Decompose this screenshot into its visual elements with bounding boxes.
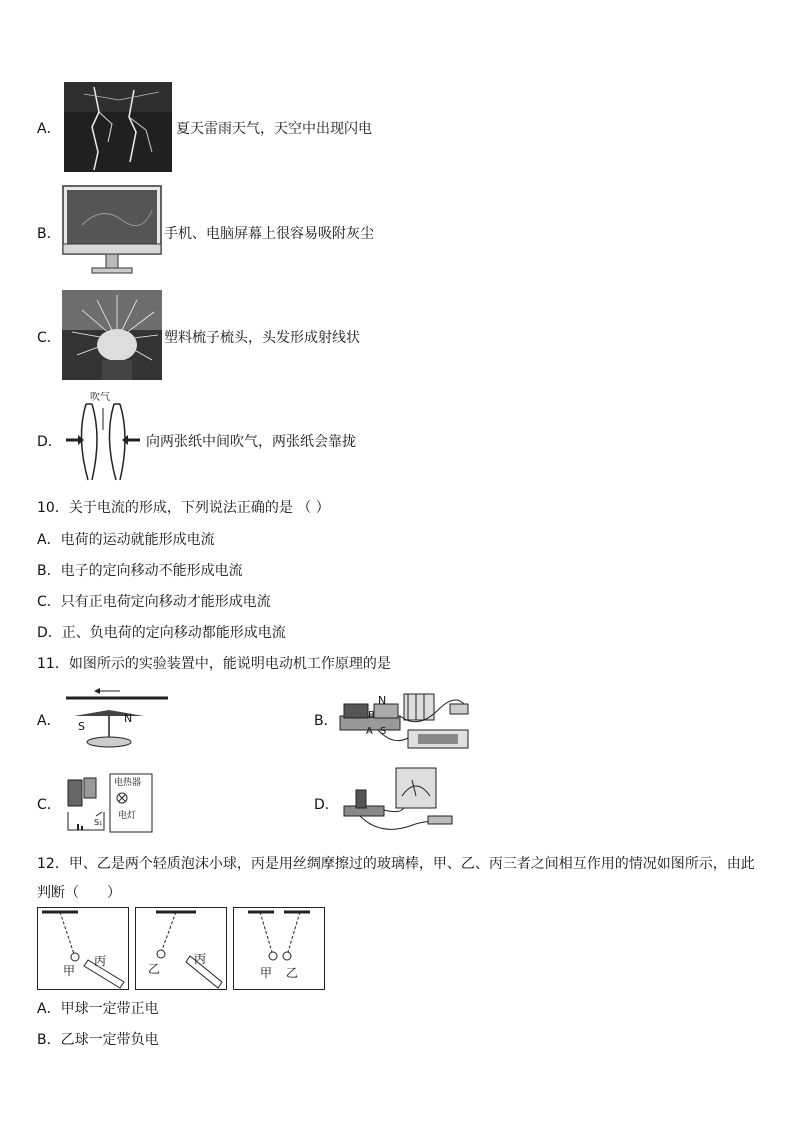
panel3-ball1-label: 甲 — [260, 966, 273, 980]
static-hair-photo — [62, 290, 162, 380]
q9-option-b-letter: B． — [37, 226, 61, 242]
panel3-ball2-label: 乙 — [286, 966, 299, 980]
q11-option-a-letter: A． — [37, 713, 61, 729]
compass-n-label: N — [124, 712, 133, 725]
rod-a-label: A — [366, 726, 373, 737]
q12-stem-line1: 12．甲、乙是两个轻质泡沫小球，丙是用丝绸摩擦过的玻璃棒，甲、乙、丙三者之间相互作用的情况如图所示，由此 — [37, 856, 755, 872]
relay-circuit-figure — [64, 772, 154, 836]
rod-b-label: B — [368, 710, 375, 721]
q12-option-b: B．乙球一定带负电 — [37, 1032, 159, 1048]
q10-option-c: C．只有正电荷定向移动才能形成电流 — [37, 594, 271, 610]
blow-label: 吹气 — [90, 392, 110, 403]
q11-option-c-letter: C． — [37, 797, 61, 813]
lightning-photo — [64, 82, 172, 172]
panel2-ball-label: 乙 — [148, 962, 161, 976]
q10-option-b: B．电子的定向移动不能形成电流 — [37, 563, 243, 579]
q9-option-b-text: 手机、电脑屏幕上很容易吸附灰尘 — [164, 226, 374, 242]
q11-option-d-letter: D． — [314, 797, 339, 813]
panel2-rod-label: 丙 — [194, 952, 207, 966]
panel1-rod-label: 丙 — [94, 954, 107, 968]
computer-monitor-figure — [62, 185, 162, 277]
q12-option-a: A．甲球一定带正电 — [37, 1001, 159, 1017]
compass-wire-figure — [64, 688, 170, 750]
q9-option-d-text: 向两张纸中间吹气，两张纸会靠拢 — [146, 434, 356, 450]
magnet-n-label: N — [378, 694, 387, 707]
interaction-panel-1 — [37, 907, 129, 990]
blow-paper-figure — [62, 392, 144, 484]
heater-label: 电热器 — [114, 778, 142, 788]
interaction-panel-3 — [233, 907, 325, 990]
q9-option-a-text: 夏天雷雨天气，天空中出现闪电 — [176, 121, 372, 137]
q11-stem: 11．如图所示的实验装置中，能说明电动机工作原理的是 — [37, 656, 391, 672]
q10-stem: 10．关于电流的形成，下列说法正确的是 （ ） — [37, 500, 330, 516]
q9-option-a-letter: A． — [37, 121, 61, 137]
q11-option-b-letter: B． — [314, 713, 338, 729]
compass-s-label: S — [78, 720, 85, 733]
switch-label: S₁ — [94, 818, 103, 827]
q9-option-c-letter: C． — [37, 330, 61, 346]
q10-option-d: D．正、负电荷的定向移动都能形成电流 — [37, 625, 286, 641]
generator-setup-figure — [338, 686, 474, 754]
interaction-panel-2 — [135, 907, 227, 990]
q9-option-c-text: 塑料梳子梳头，头发形成射线状 — [164, 330, 360, 346]
panel1-ball-label: 甲 — [63, 964, 76, 978]
lamp-label: 电灯 — [118, 811, 137, 821]
q12-stem-line2: 判断（ ） — [37, 885, 121, 901]
q10-option-a: A．电荷的运动就能形成电流 — [37, 532, 215, 548]
q9-option-d-letter: D． — [37, 434, 62, 450]
magnet-s-label: S — [380, 726, 387, 737]
ammeter-magnet-figure — [340, 766, 460, 838]
